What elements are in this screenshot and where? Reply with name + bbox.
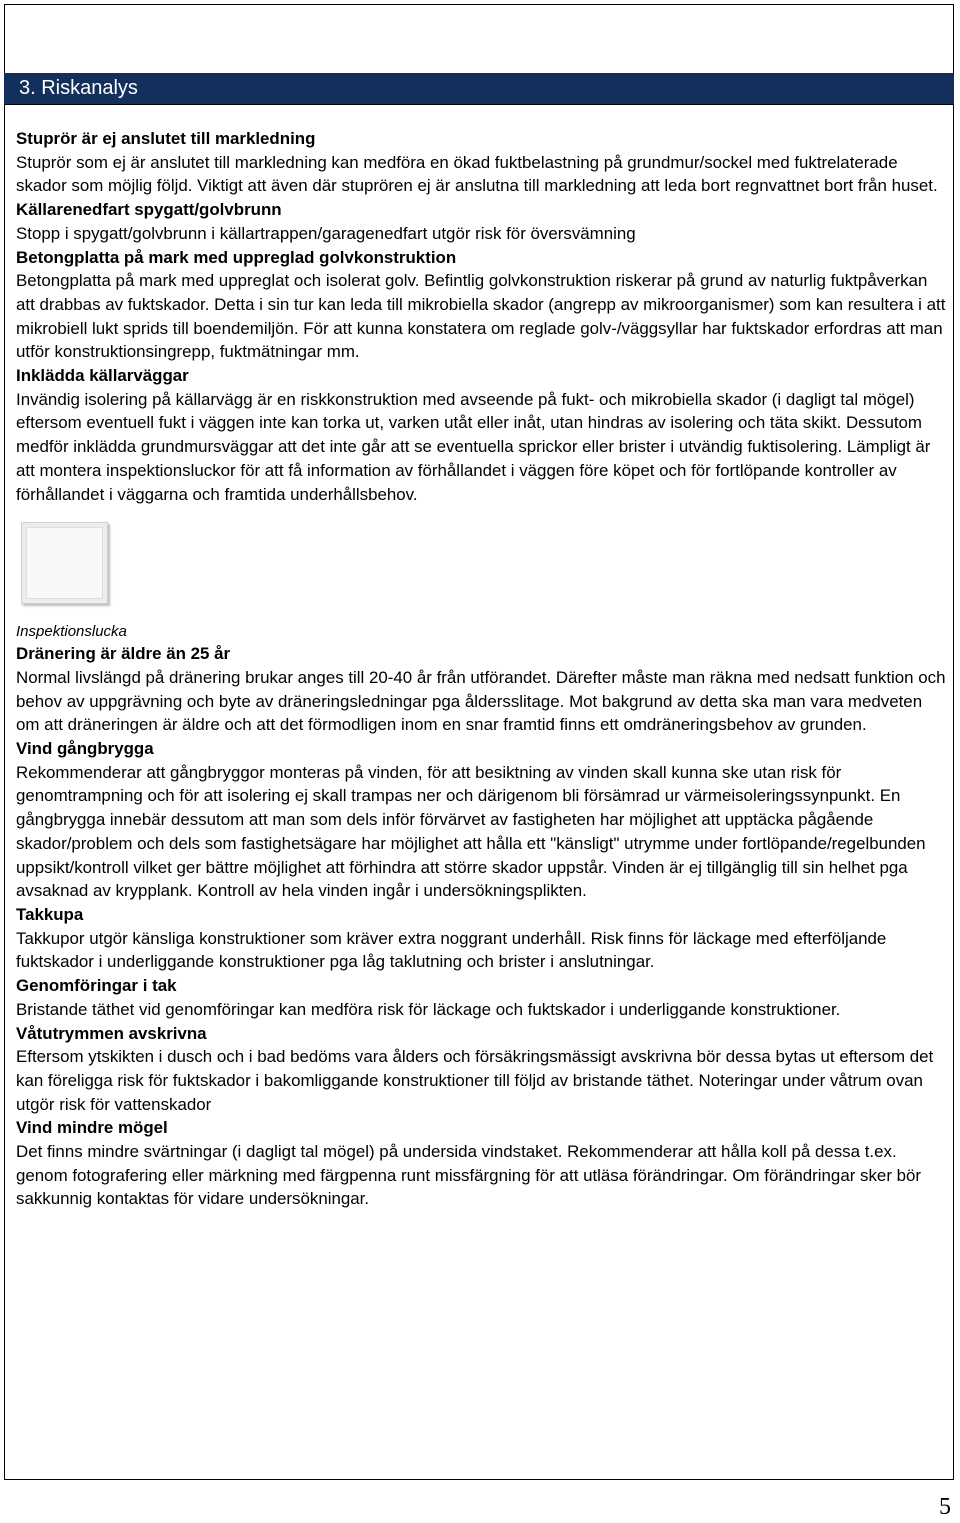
content: [16, 127, 946, 1211]
section-heading: Källarenedfart spygatt/golvbrunn: [16, 200, 282, 220]
section-body: Stopp i spygatt/golvbrunn i källartrappen/garagenedfart utgör risk för översvämning: [16, 223, 636, 243]
section-body: Det finns mindre svärtningar (i dagligt tal mögel) på undersida vindstaket. Rekommenderar att hålla koll på dessa t.ex. genom fotografering eller märkning med färgpenna runt missfärgning för att utläsa förändringar. Om förändringar sker bör sakkunnig kontaktas för vidare undersökningar.: [16, 1142, 922, 1209]
section-heading: Våtutrymmen avskrivna: [16, 1023, 207, 1043]
section-header-bar: [4, 73, 954, 105]
section-body: Stuprör som ej är anslutet till markledning kan medföra en ökad fuktbelastning på grundmur/sockel med fuktrelaterade skador som möjlig följd. Viktigt att även där stuprören ej är anslutna till markledning att leda bort regnvattnet bort från huset.: [16, 152, 938, 196]
section-body: Takkupor utgör känsliga konstruktioner som kräver extra noggrant underhåll. Risk finns för läckage med efterföljande fuktskador i underliggande konstruktioner pga låg taklutning och brister i anslutningar.: [16, 928, 887, 972]
section-heading: Vind mindre mögel: [16, 1118, 168, 1138]
image-caption: Inspektionslucka: [16, 623, 127, 641]
section-heading: Betongplatta på mark med uppreglad golvkonstruktion: [16, 247, 457, 267]
inspection-hatch-image: [16, 522, 946, 616]
page-number: 5: [939, 1494, 951, 1520]
section-body: Normal livslängd på dränering brukar anges till 20-40 år från utförandet. Därefter måste man räkna med nedsatt funktion och behov av uppgrävning och byte av dräneringsledningar pga åldersslitage. Mot bakgrund av detta ska man vara medveten om att dräneringen är äldre och att det förmodligen inom en snar framtid finns ett omdräneringsbehov av grunden.: [16, 667, 946, 735]
section-heading: Takkupa: [16, 904, 84, 924]
section-body: Invändig isolering på källarvägg är en riskkonstruktion med avseende på fukt- och mikrobiella skador (i dagligt tal mögel) eftersom eventuell fukt i väggen inte kan torka ut, varken utåt eller inåt, utan hindras av isolering och täta skikt. Dessutom medför inklädda grundmursväggar att det inte går att se eventuella sprickor eller brister i utvändig fuktisolering. Lämpligt är att montera inspektionsluckor för att få information av förhållandet i väggen före köpet och för fortlöpande kontroller av förhållandet i väggarna och framtida underhållsbehov.: [16, 389, 931, 504]
section-heading: Dränering är äldre än 25 år: [16, 644, 231, 664]
section-heading: Stuprör är ej anslutet till markledning: [16, 129, 316, 148]
section-heading: Genomföringar i tak: [16, 976, 177, 996]
inspection-hatch-photo: [21, 522, 108, 604]
section-body: Bristande täthet vid genomföringar kan medföra risk för läckage och fuktskador i underliggande konstruktioner.: [16, 999, 841, 1019]
section-title: 3. Riskanalys: [19, 77, 138, 99]
section-body: Betongplatta på mark med uppreglat och isolerat golv. Befintlig golvkonstruktion riskerar på grund av naturlig fuktpåverkan att drabbas av fuktskador. Detta i sin tur kan leda till mikrobiella skador (angrepp av mikroorganismer) som kan resultera i att mikrobiell lukt sprids till boendemiljön. För att kunna konstatera om reglade golv-/väggsyllar har fuktskador erfordras att man utför konstruktionsingrepp, fuktmätningar mm.: [16, 271, 946, 362]
section-body: Rekommenderar att gångbryggor monteras på vinden, för att besiktning av vinden skall kunna ske utan risk för genomtrampning och för att isolering ej skall trampas ner och därigenom bli försämrad ur värmeisoleringssynpunkt. En gångbrygga innebär dessutom att man som dels inför förvärvet av fastigheten har möjlighet att upptäcka pågående skador/problem och dels som fastighetsägare har möjlighet att hålla ett "känsligt" utrymme under fortlöpande/regelbunden uppsikt/kontroll vilket ger bättre möjlighet att förhindra att större skador uppstår. Vinden är ej tillgänglig till sin helhet pga avsaknad av krypplank. Kontroll av hela vinden ingår i undersökningsplikten.: [16, 762, 926, 901]
section-body: Eftersom ytskikten i dusch och i bad bedöms vara ålders och försäkringsmässigt avskrivna bör dessa bytas ut eftersom det kan föreligga risk för fuktskador i bakomliggande konstruktioner till följd av bristande täthet. Noteringar under våtrum ovan utgör risk för vattenskador: [16, 1047, 934, 1114]
section-heading: Vind gångbrygga: [16, 739, 154, 759]
section-heading: Inklädda källarväggar: [16, 366, 189, 386]
